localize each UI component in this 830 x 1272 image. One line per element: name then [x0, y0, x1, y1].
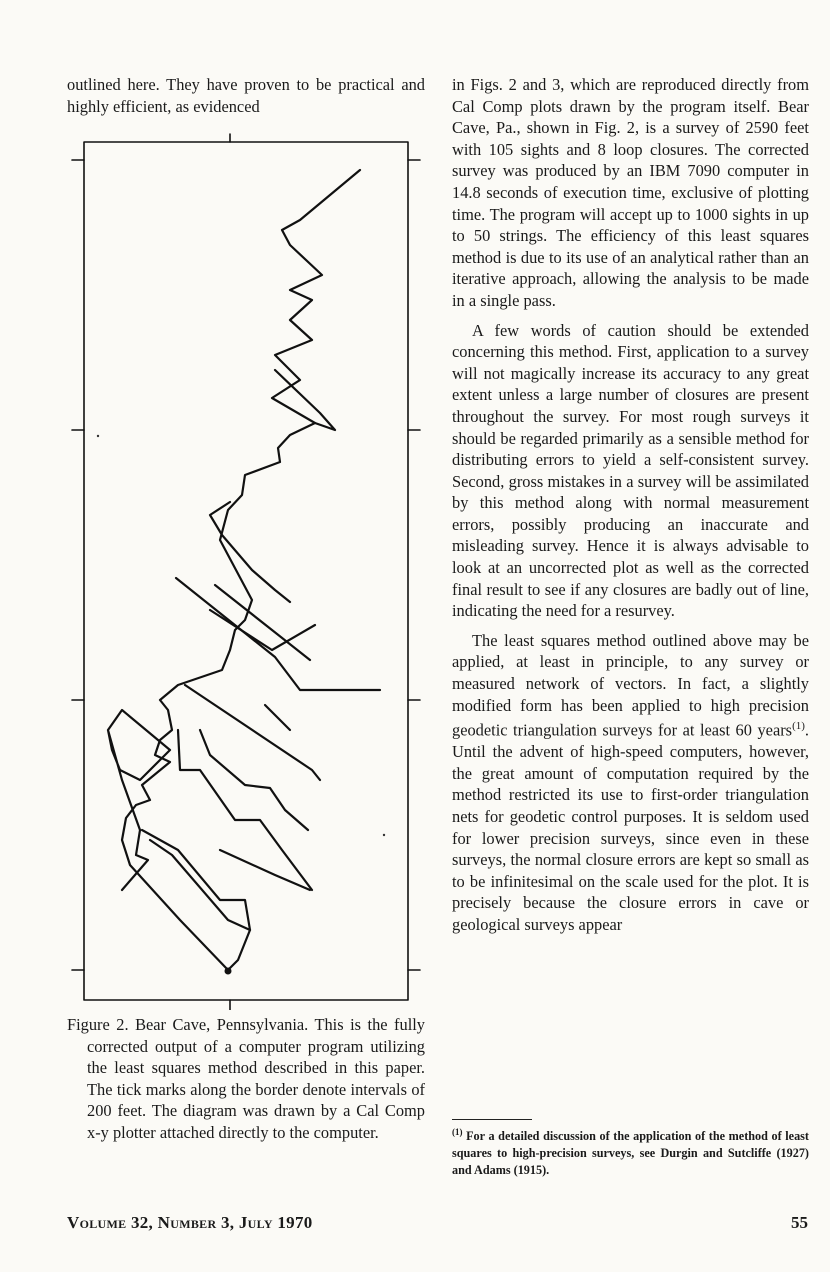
right-column-text — [452, 74, 809, 936]
survey-loop-6 — [142, 830, 250, 970]
speck-dot — [97, 435, 99, 437]
survey-string-left — [150, 840, 250, 930]
footnote-marker: (1) — [452, 1127, 463, 1137]
footnote-reference: (1) — [792, 720, 805, 733]
survey-string-diagonal-3 — [210, 610, 315, 650]
survey-loop-4 — [178, 730, 312, 890]
speck-dot — [383, 834, 385, 836]
survey-string-diagonal-5 — [265, 705, 290, 730]
figure-caption: Figure 2. Bear Cave, Pennsylvania. This is the fully corrected output of a computer program utilizing the least squares method described in this paper. The tick marks along the border denote intervals of 200 feet. The diagram was drawn by a Cal Comp x-y plotter attached directly to the computer. — [67, 1015, 425, 1142]
border-tick-marks — [72, 134, 420, 1010]
survey-loop-5 — [200, 730, 308, 830]
plot-border — [84, 142, 408, 1000]
paragraph-3-end: . Until the advent of high-speed computers, however, the great amount of computation required by the method restricted its use to first-order triangulation nets for geodetic control purposes. It is seldom used for lower precision surveys, since even in these surveys, the normal closure errors are kept so small as to be infinitesimal on the scale used for the plot. It is precisely because the closure errors in cave or geological surveys appear — [452, 720, 809, 935]
page-number: 55 — [791, 1213, 808, 1232]
survey-loop-2 — [210, 502, 290, 602]
paragraph-3-start: The least squares method outlined above may be applied, at least in principle, to any survey or measured network of vectors. In fact, a slightly modified form has been applied to high precision geodetic triangulation surveys for at least 60 years — [452, 630, 809, 740]
footnote — [452, 1124, 809, 1179]
left-column-text — [67, 74, 425, 117]
paragraph-1: in Figs. 2 and 3, which are reproduced directly from Cal Comp plots drawn by the program itself. Bear Cave, Pa., shown in Fig. 2, is a survey of 2590 feet with 105 sights and 8 loop closures. The corrected survey was produced by an IBM 7090 computer in 14.8 seconds of execution time, exclusive of plotting time. The program will accept up to 1000 sights in up to 50 strings. The efficiency of this least squares method is due to its use of an analytical rather than an iterative approach, allowing the analysis to be made in a single pass. — [452, 75, 809, 310]
survey-origin-dot — [225, 968, 232, 975]
journal-footer: Volume 32, Number 3, July 1970 — [67, 1213, 313, 1232]
cave-survey-plot — [60, 130, 432, 1010]
footnote-text: For a detailed discussion of the application of the method of least squares to high-precision surveys, see Durgin and Sutcliffe (1927) and Adams (1915). — [452, 1129, 809, 1178]
left-paragraph-top: outlined here. They have proven to be practical and highly efficient, as evidenced — [67, 75, 425, 116]
survey-loop-3 — [108, 710, 170, 890]
survey-string-diagonal-4 — [185, 685, 320, 780]
paragraph-3 — [452, 630, 809, 936]
paragraph-2: A few words of caution should be extended concerning this method. First, application to a survey will not magically increase its accuracy to any great extent unless a large number of closures are present throughout the survey. For most rough surveys it should be regarded primarily as a sensible method for distributing errors to yield a self-consistent survey. Second, gross mistakes in a survey will be assimilated by this method along with normal measurement errors, possibly producing an inaccurate and misleading survey. Hence it is always advisable to look at an uncorrected plot as well as the corrected final result to see if any closures are badly out of line, indicating the need for a resurvey. — [452, 320, 809, 621]
survey-loop-1 — [275, 370, 335, 430]
survey-main-string — [122, 170, 360, 970]
footnote-divider — [452, 1119, 532, 1120]
